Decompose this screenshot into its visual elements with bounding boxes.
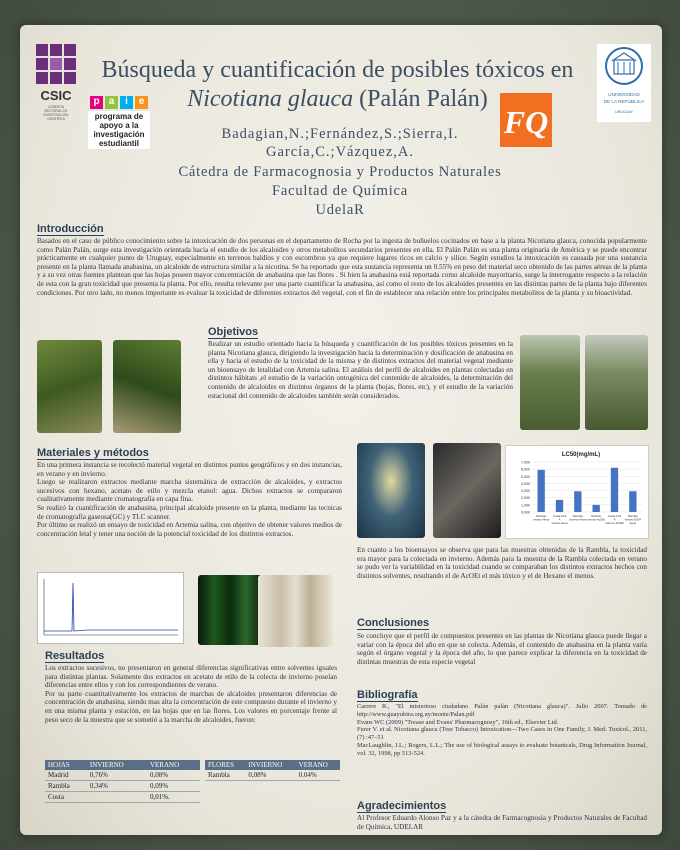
y-tick-label: 0,000 [521,510,530,515]
hojas-cell: 0,34% [87,781,147,792]
hojas-cell: 0,76% [87,770,147,781]
agradecimientos-heading: Agradecimientos [357,800,447,812]
chart-bar [611,468,618,512]
title-line-1: Búsqueda y cuantificación de posibles tóxicos en [101,57,574,83]
chart-bar [538,470,545,512]
svg-text:INVESTIGACIÓN: INVESTIGACIÓN [43,113,69,117]
bioensayo-text: En cuanto a los bioensayos se observa que para las muestras obtenidas de la Rambla, la toxicidad era mayor para la colectada en invierno. Además para la muestra de la Rambla colectada en verano se pudo ver la variabilidad en la toxicidad cuando se comparaban los distintos extractos hechos con distintos solventes, resultando el de AcOEt el más tóxico y el de Hexano el menos. [357,546,647,580]
hojas-header: HOJAS [45,760,87,770]
y-tick-label: 4,000 [521,481,530,486]
hojas-header: INVIERNO [87,760,147,770]
x-tick-label: Rambla verano-Hexa [533,514,550,522]
hojas-cell: Costa [45,792,87,803]
hojas-cell: 0,08% [147,770,200,781]
x-tick-label: Costa Azul A verano-Hexa [551,514,568,525]
hojas-cell: Rambla [45,781,87,792]
flores-cell: 0.04% [296,770,340,781]
flores-header: FLORES [205,760,245,770]
x-tick-label: Rambla invierno-Hexa [569,514,587,522]
chart-bar [593,505,600,512]
hojas-row [45,781,200,792]
lab-photo [433,443,501,538]
chart-bar [556,500,563,512]
udelar-logo [597,44,651,122]
svg-text:DE LA REPÚBLICA: DE LA REPÚBLICA [603,99,645,104]
chromatogram-image [37,572,184,644]
y-tick-label: 7,000 [521,460,530,465]
objetivos-heading: Objetivos [208,326,259,338]
institution: Cátedra de Farmacognosia y Productos Naturales Facultad de Química UdelaR [178,164,502,218]
chart-bar [629,491,636,512]
title-line-2: Nicotiana glauca (Palán Palán) [187,86,488,112]
bibliografia-item: MacLaughlin, J.L.; Rogers, L.L.; The use of biological assays to evaluate botanicals, Drug Information Journal, vol. 32, 1998, pp 513-524. [357,741,647,757]
chart-bar [574,491,581,512]
svg-text:SECTORIAL DE: SECTORIAL DE [44,109,68,113]
y-tick-label: 1,000 [521,503,530,508]
paie-logo: p a i e programa de apoyo a la investigación estudiantil [88,96,150,162]
chart-title: LC50(mg/mL) [561,452,601,458]
tlc-plate-visible [258,575,333,647]
conclusiones-heading: Conclusiones [357,617,430,629]
paie-sub: programa de apoyo a la investigación estudiantil [88,111,150,149]
bibliografia-item: Carrere R., "El misterioso ciudadano Palán palán (Nicotiana glauca)". Julio 2007. Tomado de http://www.guayubira.org.uy/monte/Palan.pdf [357,703,647,718]
hojas-cell: 0,09% [147,781,200,792]
agradecimientos-text: Al Profesor Eduardo Alonso Paz y a la cátedra de Farmacognosia y Productos Naturales de Facultad de Química, UDELAR [357,814,647,831]
plant-photo-2 [113,340,181,433]
y-tick-label: 2,000 [521,496,530,501]
y-tick-label: 3,000 [521,489,530,494]
flores-header: INVIERNO [245,760,295,770]
flores-header: VERANO [296,760,340,770]
table-hojas [45,760,200,803]
hojas-cell [87,792,147,803]
table-flores [205,760,340,781]
flores-row [205,770,340,781]
svg-text:UNIVERSIDAD: UNIVERSIDAD [608,92,640,97]
csic-letters: CSIC [40,88,72,103]
x-tick-label: Rambla verano-EtOH Agua [624,514,641,525]
svg-text:FQ: FQ [503,104,549,140]
svg-text:CIENTÍFICA: CIENTÍFICA [47,117,65,121]
flores-cell: Rambla [205,770,245,781]
authors: Badagian,N.;Fernández,S.;Sierra,I. García,C.;Vázquez,A. [221,126,459,160]
plant-photo-4 [585,335,648,430]
resultados-heading: Resultados [45,650,105,662]
hojas-cell: 0,01%. [147,792,200,803]
hojas-header: VERANO [147,760,200,770]
lc50-chart [505,445,649,539]
hojas-row [45,792,200,803]
plant-photo-3 [520,335,580,430]
plant-photo-1 [37,340,102,433]
materiales-text: En una primera instancia se recolectó material vegetal en distintos puntos geográficos y en dos instancias, en verano y en invierno. Luego se realizaron extractos mediante marcha sistemática de extracción de alcaloides, y extractos sucesivos con hexano, acetato de etilo y mezcla etanol: agua. Dichos extractos se compararon cualitativamente mediante cromatografía en capa fina. Se realizó la cuantificación de anabasina, principal alcaloide presente en la planta, mediante las tecnicas de cromatografía gaseosa(GC) y TLC scanner. Por último se realizó un ensayo de toxicidad en Artemia salina, con objetivo de obtener valores medios de concentración letal y tener una noción de la potencial toxicidad de los distintos extractos. [37,461,342,538]
resultados-text: Los extractos sucesivos, no presentaron en general diferencias significativas entre solventes iguales para distintas plantas. Solamente dos extractos en acetato de etilo de la colecta de invierno poseían diferencias entre ellos y con los correspondientes de verano. Por su parte cuantitativamente los extractos de marchas de alcaloides presentaron diferencias de concentración de anabasina, siendo mas alta la concentración de este compuesto durante el invierno y en una misma planta y estación, en las hojas que en las flores. Los valores en porcentaje frente al peso seco de la muestra que se sometió a la marcha de alcaloides, fueron: [45,664,337,724]
y-tick-label: 5,000 [521,474,530,479]
x-tick-label: Costa Azul A invierno-AcOEt [605,514,624,525]
bibliografia-item: Furer V. et al. Nicotiana glauca (Tree Tobacco) Intoxication—Two Cases in One Family, J. Med. Toxicol., 2011, (7) :47–51 [357,726,647,742]
svg-text:COMISIÓN: COMISIÓN [47,105,65,109]
hojas-cell: Madrid [45,770,87,781]
y-tick-label: 6,000 [521,467,530,472]
csic-logo [34,42,78,124]
hojas-row [45,770,200,781]
intro-heading: Introducción [37,223,104,235]
svg-text:URUGUAY: URUGUAY [615,110,633,114]
bibliografia-list [357,703,647,758]
intro-text: Basados en el caso de público conocimiento sobre la intoxicación de dos personas en el departamento de Rocha por la ingesta de buñuelos cocinados en base a la planta Nicotiana glauca, conocida popularmente como Palán Palán, surge esta investigación orientada hacia el estudio de los alcaloides y otros metabolitos secundarios presentes en ella. El Palán Palán es una planta originaria de América y se puede encontrar prácticamente en cualquier punto de Uruguay, especialmente en terrenos baldíos y con escombros ya que requiere lugares ricos en calcio y silice. Según estudios la intoxicación es causada por una sustancia presente en la planta llamada anabasina, un alcaloide de estructura similar a la nicotina. Se ha reportado que esta sustancia representa un 0.55% en peso del material seco obtenido de las partes aéreas de la planta y a su vez otras fuentes plantean que las hojas poseen mayor concentración de anabasina que las flores . Si bien la anabasina está reportada como alcaloide mayoritario, surge la interrogante respecto a la relación de esta con la gran toxicidad que presenta la planta. Por ello, resulta relevante por una parte cuantificar la anabasina, así como el resto de los alcaloides presentes en las distintas partes de la planta bajo diferentes condiciones. Por otro lado, no menos importante es evaluar la toxicidad de diferentes extractos del vegetal, con el fin de establecer una relación entre los principales metabolitos de la planta y su bioactividad. [37,237,647,297]
flores-cell: 0,08% [245,770,295,781]
chromatogram-trace [38,573,183,643]
bibliografia-item: Evans WC (2009) "Trease and Evans' Pharmacognosy", 16th ed., Elsevier Ltd. [357,718,559,726]
lc50-chart-svg [506,446,648,538]
conclusiones-text: Se concluye que el perfil de compuestos presentes en las plantas de Nicotiana glauca puede llegar a variar con la época del año en que se colecta. Además, el contenido de anabasina en la planta varía según el órgano vegetal y la época del año, lo que parece explicar la diferencia en la toxicidad de distintas muestras de esta especie vegetal [357,632,647,666]
materiales-heading: Materiales y métodos [37,447,149,459]
bibliografia-heading: Bibliografía [357,689,418,701]
x-tick-label: Rambla verano-AcOEt [587,514,605,522]
objetivos-text: Realizar un estudio orientado hacia la búsqueda y cuantificación de los posibles tóxicos presentes en la planta Nicotiana glauca, dirigiendo la investigación hacia la determinación y dosificación de anabasina en ella y hacia el estudio de la toxicidad de la misma y de distintos extractos del material vegetal mediante un bioensayo de letalidad con Artemia salina. El análisis del perfil de alcaloides en plantas colectadas en distintos hábitats ,el estudio de la variación ontogénica del contenido de alcaloides, la determinación del contenido de alcaloides en distintos órganos de la planta (hojas, flores, etc), y el estudio de la variación estacional del contenido de alcaloides también serán considerados. [208,340,513,400]
artemia-photo [357,443,425,538]
